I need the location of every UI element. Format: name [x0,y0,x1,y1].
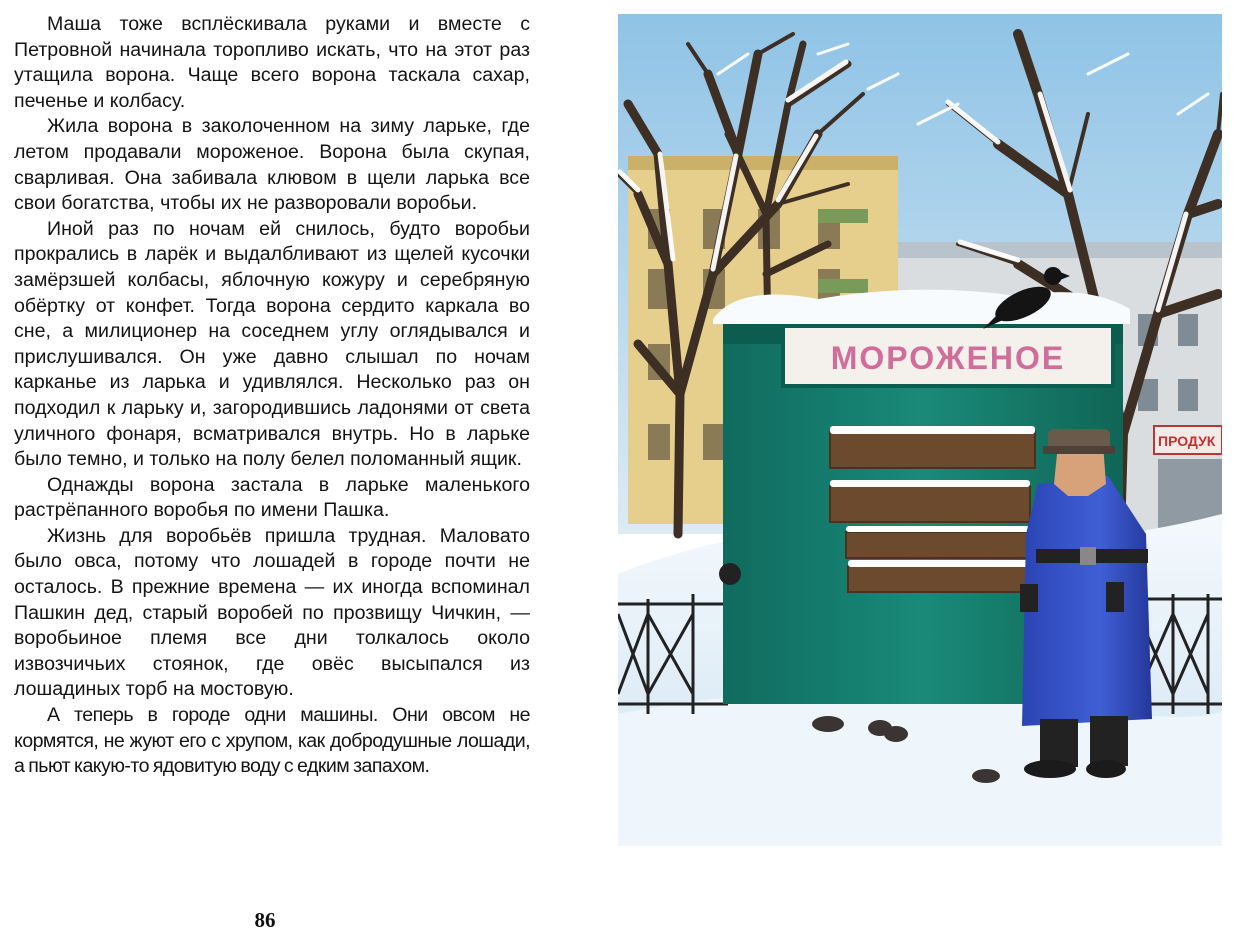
kiosk-sign-text: МОРОЖЕНОЕ [830,340,1066,376]
shop-sign: ПРОДУК [1158,433,1216,449]
paragraph: Маша тоже всплёскивала руками и вместе с Петровной начинала торопливо искать, что на этот раз утащила ворона. Чаще всего ворона таскала сахар, печенье и колбасу. [14,13,530,112]
boarded-planks [830,432,1038,592]
paragraph: Жизнь для воробьёв пришла трудная. Маловато было овса, потому что лошадей в городе почти не осталось. В прежние времена — их иногда вспоминал Пашкин дед, старый воробей по прозвищу Чичкин, — воробьиное племя все дни толкалось около извозчичьих стоянок, где овёс высыпался из лошадиных торб на мостовую. [14,524,530,701]
page-text [14,12,530,780]
paragraph: А теперь в городе одни машины. Они овсом не кормятся, не жуют его с хрупом, как добродушные лошади, а пьют какую-то ядовитую воду с едким запахом. [14,704,530,778]
paragraph: Однажды ворона застала в ларьке маленького растрёпанного воробья по имени Пашка. [14,473,530,522]
paragraph: Иной раз по ночам ей снилось, будто воробьи прокрались в ларёк и выдалбливают из щелей кусочки замёрзшей колбасы, яблочную кожуру и серебряную обёртку от конфет. Тогда ворона сердито каркала во сне, а милиционер на соседнем углу оглядывался и прислушивался. Он уже давно слышал по ночам карканье из ларька и удивлялся. Несколько раз он подходил к ларьку и, загородившись ладонями от света уличного фонаря, всматривался внутрь. Но в ларьке было темно, и только на полу белел поломанный ящик. [14,217,530,471]
page-number: 86 [254,908,276,932]
paragraph: Жила ворона в заколоченном на зиму ларьке, где летом продавали мороженое. Ворона была скупая, сварливая. Она забивала клювом в щели ларька все свои богатства, чтобы их не разворовали воробьи. [14,115,530,215]
illustration-winter-kiosk [618,14,1222,846]
padlock [719,563,741,585]
